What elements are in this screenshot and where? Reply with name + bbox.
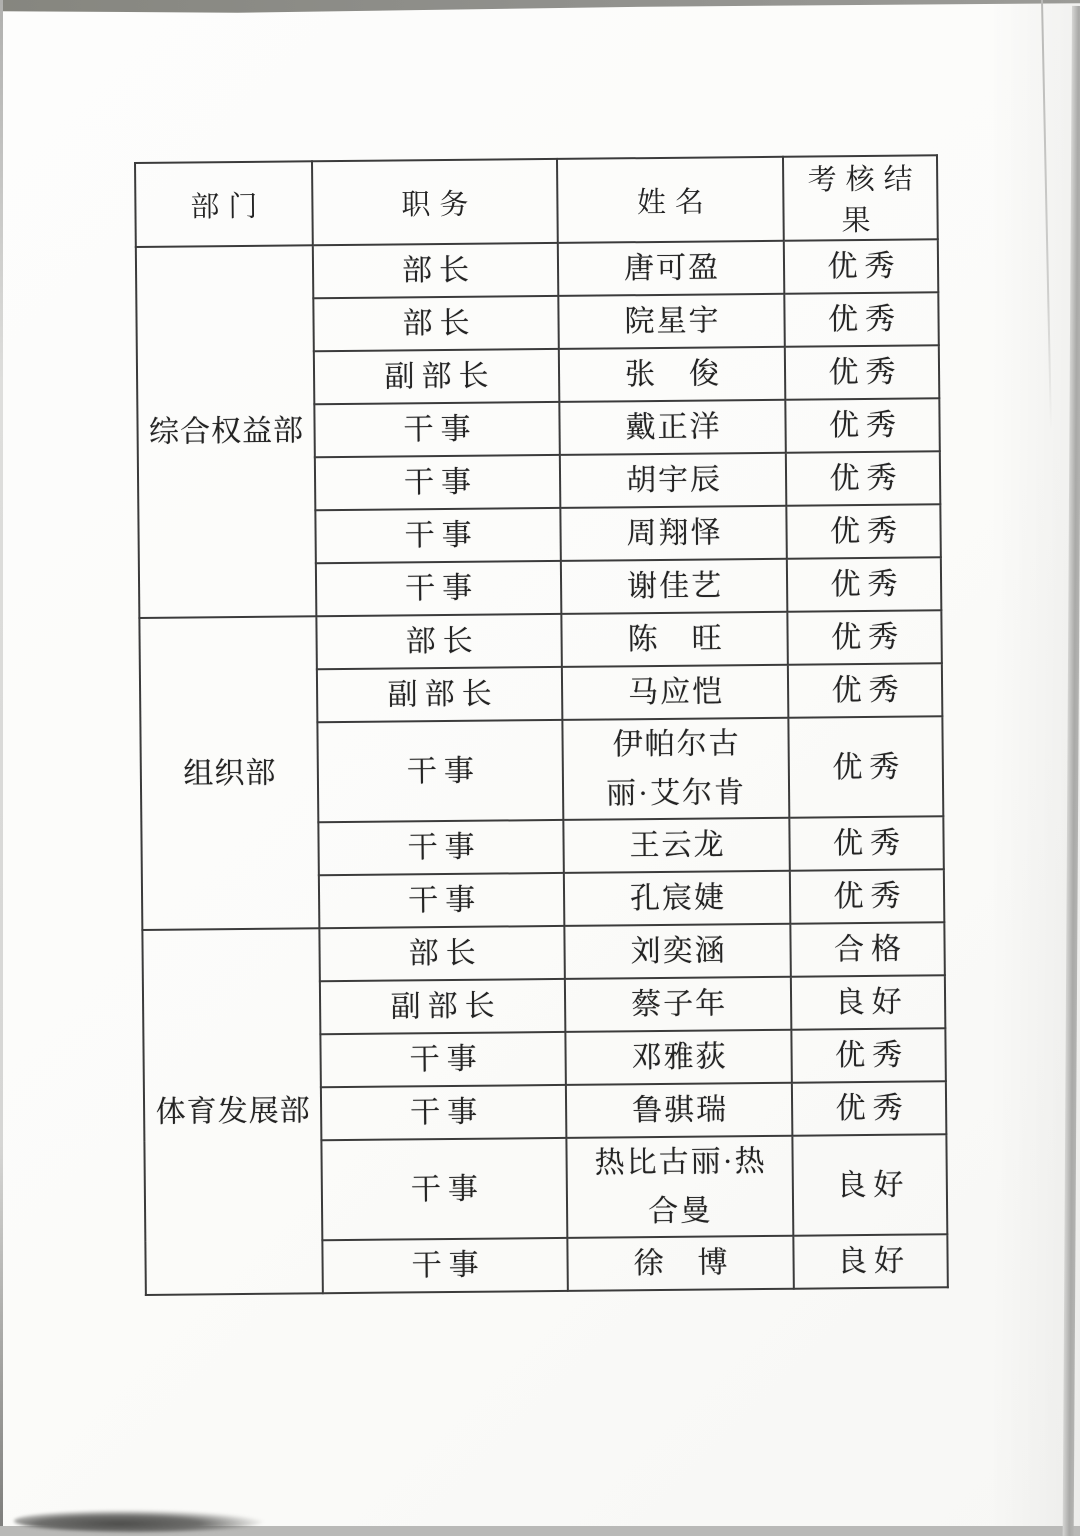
name-cell: 刘奕涵 — [564, 924, 790, 979]
position-cell: 干事 — [322, 1238, 567, 1293]
result-cell: 优秀 — [790, 869, 945, 923]
result-cell: 优秀 — [784, 292, 939, 346]
name-cell: 陈 旺 — [561, 612, 787, 667]
position-cell: 干事 — [316, 561, 561, 616]
result-cell: 优秀 — [789, 816, 944, 870]
name-cell: 蔡子年 — [565, 977, 791, 1032]
result-cell: 优秀 — [791, 1028, 946, 1082]
result-cell: 优秀 — [787, 557, 942, 611]
department-cell: 组织部 — [139, 616, 319, 930]
department-cell: 综合权益部 — [136, 245, 317, 618]
position-cell: 部长 — [313, 296, 558, 351]
assessment-table — [134, 154, 949, 1296]
name-cell: 王云龙 — [563, 818, 789, 873]
result-cell: 优秀 — [788, 663, 943, 717]
name-cell: 谢佳艺 — [561, 559, 787, 614]
position-cell: 部长 — [316, 614, 561, 669]
result-cell: 良好 — [793, 1234, 948, 1288]
scan-edge-left — [0, 0, 3, 1526]
table-row — [142, 922, 944, 983]
result-cell: 优秀 — [786, 451, 941, 505]
position-cell: 干事 — [314, 402, 559, 457]
position-cell: 干事 — [315, 455, 560, 510]
position-cell: 干事 — [317, 720, 563, 822]
result-cell: 优秀 — [792, 1081, 947, 1135]
position-cell: 副部长 — [317, 667, 562, 722]
name-cell: 伊帕尔古 丽·艾尔肯 — [562, 718, 789, 820]
name-cell: 胡宇辰 — [560, 453, 786, 508]
position-cell: 部长 — [313, 243, 558, 298]
header-name: 姓名 — [557, 157, 784, 243]
result-cell: 优秀 — [785, 345, 940, 399]
table-row — [139, 610, 941, 671]
name-cell: 鲁骐瑞 — [566, 1083, 792, 1138]
header-result: 考核结果 — [783, 155, 938, 240]
name-cell: 孔宸婕 — [564, 871, 790, 926]
header-department: 部门 — [135, 161, 313, 247]
name-cell: 马应恺 — [562, 665, 788, 720]
position-cell: 干事 — [315, 508, 560, 563]
header-position: 职务 — [312, 159, 558, 245]
header-row — [135, 155, 938, 247]
result-cell: 优秀 — [784, 239, 939, 293]
result-cell: 优秀 — [787, 610, 942, 664]
name-cell: 唐可盈 — [558, 241, 784, 296]
position-cell: 干事 — [321, 1138, 567, 1240]
result-cell: 良好 — [791, 975, 946, 1029]
result-cell: 优秀 — [785, 398, 940, 452]
name-cell: 院星宇 — [558, 294, 784, 349]
result-cell: 优秀 — [786, 504, 941, 558]
position-cell: 部长 — [319, 926, 564, 981]
position-cell: 干事 — [318, 820, 563, 875]
result-cell: 合格 — [790, 922, 945, 976]
table-row — [136, 239, 938, 300]
position-cell: 副部长 — [314, 349, 559, 404]
result-cell: 优秀 — [788, 716, 943, 817]
position-cell: 干事 — [320, 1032, 565, 1087]
scan-smudge-bottom — [14, 1510, 264, 1532]
name-cell: 热比古丽·热 合曼 — [566, 1136, 793, 1238]
name-cell: 戴正洋 — [559, 400, 785, 455]
table-area — [134, 154, 949, 1296]
name-cell: 张 俊 — [559, 347, 785, 402]
department-cell: 体育发展部 — [142, 928, 322, 1295]
name-cell: 徐 博 — [567, 1236, 793, 1291]
position-cell: 干事 — [321, 1085, 566, 1140]
name-cell: 邓雅荻 — [565, 1030, 791, 1085]
position-cell: 干事 — [319, 873, 564, 928]
scan-edge-top — [0, 0, 1080, 16]
result-cell: 良好 — [792, 1134, 947, 1235]
position-cell: 副部长 — [320, 979, 565, 1034]
name-cell: 周翔怿 — [560, 506, 786, 561]
